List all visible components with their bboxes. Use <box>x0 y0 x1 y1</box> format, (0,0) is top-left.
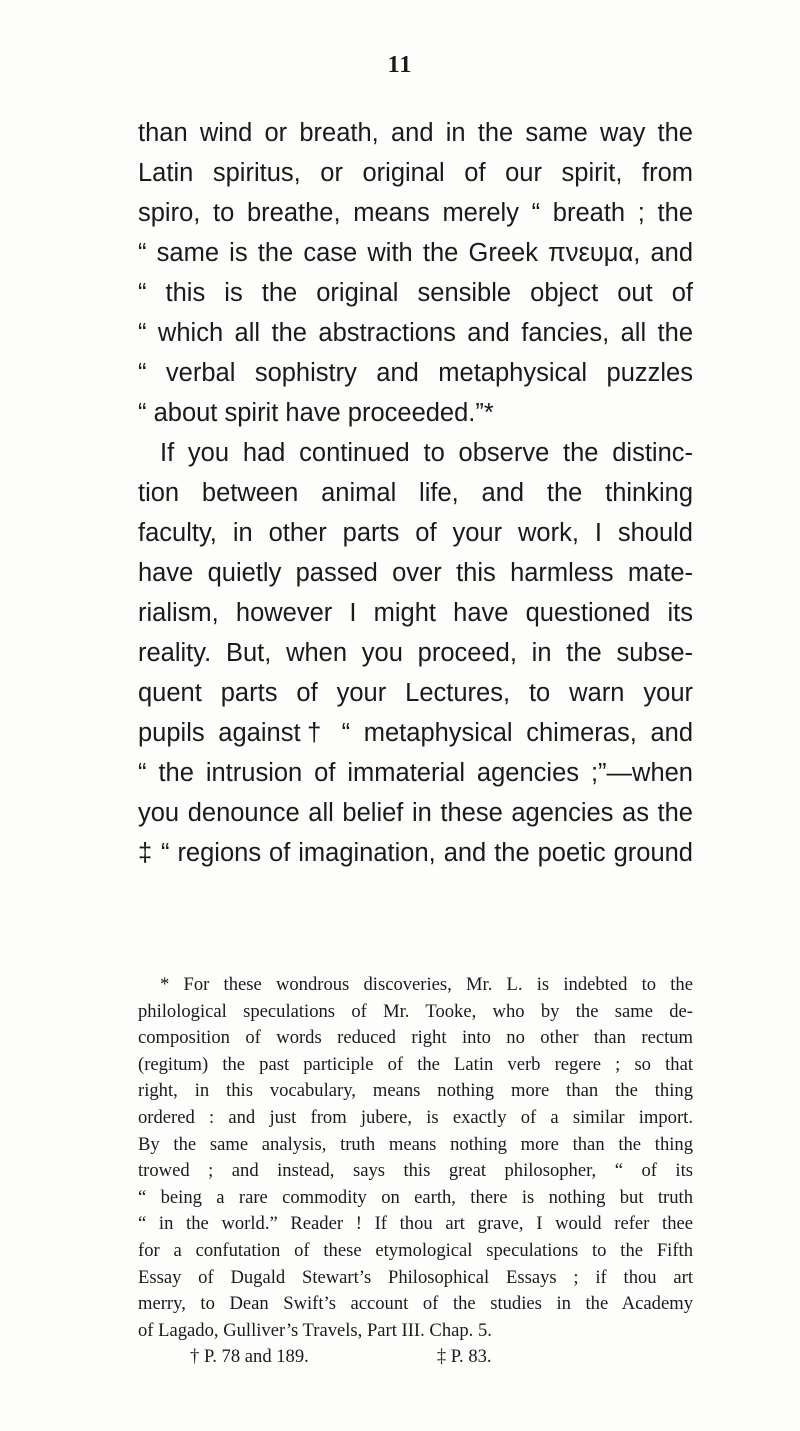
double-dagger-footnote: ‡ P. 83. <box>436 1346 492 1368</box>
text-line: Latin spiritus, or original of our spirit, from <box>138 159 693 187</box>
text-line: quent parts of your Lectures, to warn your <box>138 679 693 707</box>
footnote-line: By the same analysis, truth means nothing more than the thing <box>138 1133 693 1155</box>
footnote-line: trowed ; and instead, says this great philosopher, “ of its <box>138 1160 693 1182</box>
text-line: faculty, in other parts of your work, I should <box>138 519 693 547</box>
text-line: ‡ “ regions of imagination, and the poetic ground <box>138 839 693 867</box>
footnote-line: Essay of Dugald Stewart’s Philosophical Essays ; if thou art <box>138 1266 693 1288</box>
footnote-line: (regitum) the past participle of the Latin verb regere ; so that <box>138 1053 693 1075</box>
text-line: rialism, however I might have questioned its <box>138 599 693 627</box>
text-line: have quietly passed over this harmless mate- <box>138 559 693 587</box>
footnote-line: * For these wondrous discoveries, Mr. L. is indebted to the <box>160 974 693 995</box>
text-line: “ which all the abstractions and fancies, all the <box>138 319 693 347</box>
footnote-line: “ in the world.” Reader ! If thou art grave, I would refer thee <box>138 1213 693 1235</box>
footnote-references <box>138 1344 693 1371</box>
footnote-line: “ being a rare commodity on earth, there is nothing but truth <box>138 1186 693 1208</box>
text-line: tion between animal life, and the thinking <box>138 479 693 507</box>
footnote-line: right, in this vocabulary, means nothing more than the thing <box>138 1080 693 1102</box>
footnote-line: philological speculations of Mr. Tooke, who by the same de- <box>138 1000 693 1022</box>
text-line: “ same is the case with the Greek πνευμα, and <box>138 239 693 267</box>
footnote-line: for a confutation of these etymological speculations to the Fifth <box>138 1239 693 1261</box>
text-line: “ about spirit have proceeded.”* <box>138 399 494 427</box>
text-line: than wind or breath, and in the same way the <box>138 119 693 147</box>
footnote-line: ordered : and just from jubere, is exactly of a similar import. <box>138 1106 693 1128</box>
footnote-line: of Lagado, Gulliver’s Travels, Part III. Chap. 5. <box>138 1319 492 1341</box>
text-line: “ this is the original sensible object out of <box>138 279 693 307</box>
main-text <box>138 113 693 873</box>
text-line: pupils against† “ metaphysical chimeras, and <box>138 719 693 747</box>
footnotes <box>138 972 693 1371</box>
dagger-footnote: † P. 78 and 189. <box>190 1346 309 1368</box>
text-line: spiro, to breathe, means merely “ breath ; the <box>138 199 693 227</box>
footnote-line: composition of words reduced right into no other than rectum <box>138 1027 693 1049</box>
text-line: “ verbal sophistry and metaphysical puzzles <box>138 359 693 387</box>
footnote-line: merry, to Dean Swift’s account of the studies in the Academy <box>138 1293 693 1315</box>
text-line: If you had continued to observe the distinc- <box>160 439 693 467</box>
page-number: 11 <box>387 52 413 78</box>
text-line: reality. But, when you proceed, in the subse- <box>138 639 693 667</box>
text-line: “ the intrusion of immaterial agencies ;”—when <box>138 759 693 787</box>
text-line: you denounce all belief in these agencies as the <box>138 799 693 827</box>
